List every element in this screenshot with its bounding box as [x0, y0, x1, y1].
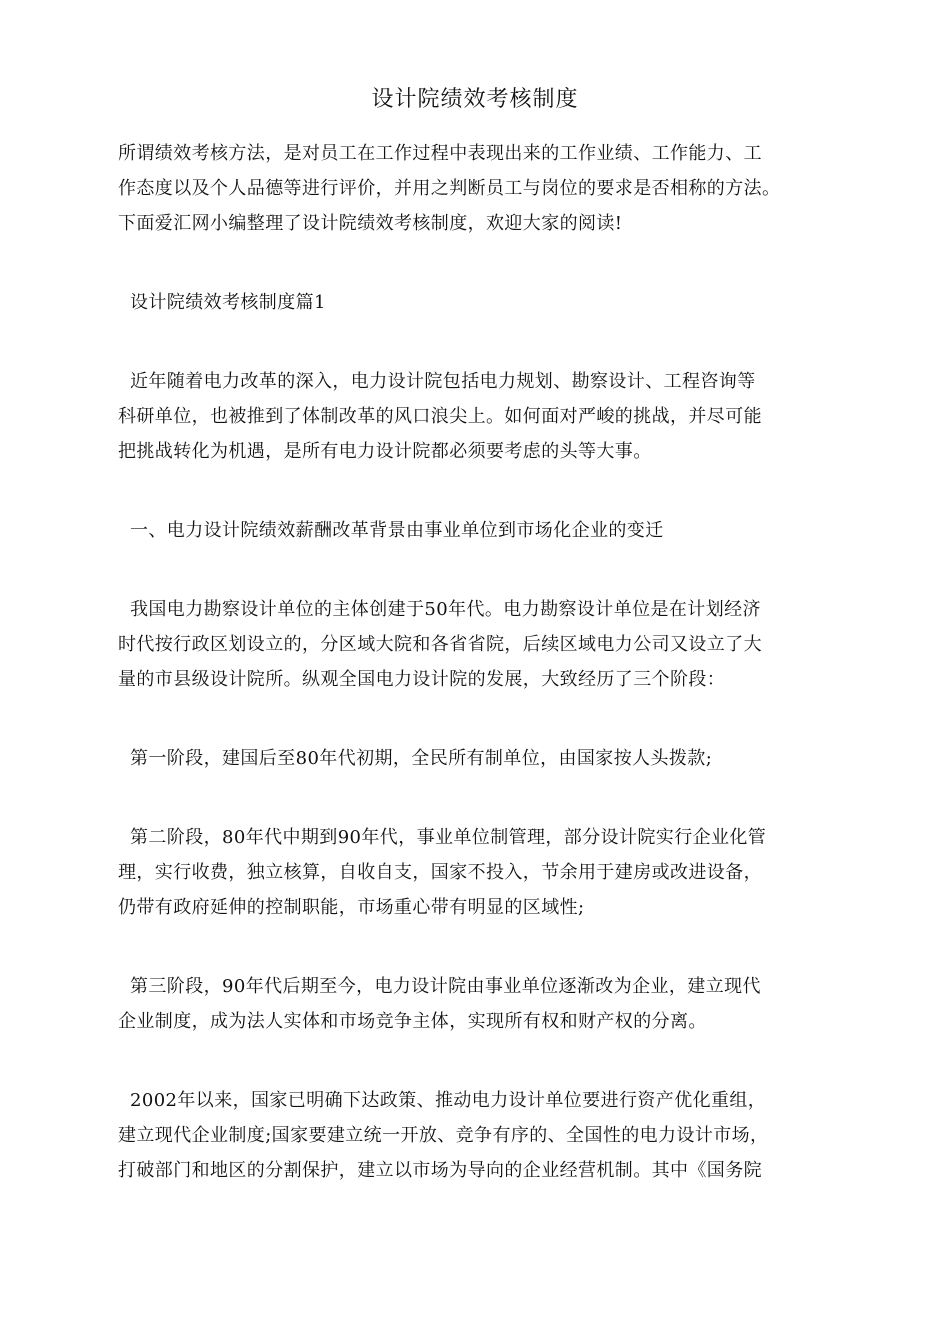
text-line: 仍带有政府延伸的控制职能，市场重心带有明显的区域性; [118, 897, 585, 918]
text-line: 时代按行政区划设立的，分区域大院和各省省院，后续区域电力公司又设立了大 [118, 634, 762, 655]
text-line: 我国电力勘察设计单位的主体创建于50年代。电力勘察设计单位是在计划经济 [130, 599, 761, 620]
document-body [118, 136, 838, 1188]
text-line: 第三阶段，90年代后期至今，电力设计院由事业单位逐渐改为企业，建立现代 [130, 976, 761, 997]
stage-2-paragraph [118, 820, 838, 925]
text-line: 量的市县级设计院所。纵观全国电力设计院的发展，大致经历了三个阶段： [118, 669, 726, 690]
intro-paragraph [118, 136, 838, 241]
subheading-text: 一、电力设计院绩效薪酬改革背景由事业单位到市场化企业的变迁 [130, 520, 664, 541]
paragraph-3 [118, 1083, 838, 1188]
text-line: 建立现代企业制度;国家要建立统一开放、竞争有序的、全国性的电力设计市场， [118, 1125, 769, 1146]
text-line: 企业制度，成为法人实体和市场竞争主体，实现所有权和财产权的分离。 [118, 1011, 707, 1032]
text-line: 科研单位，也被推到了体制改革的风口浪尖上。如何面对严峻的挑战，并尽可能 [118, 406, 762, 427]
text-line: 把挑战转化为机遇，是所有电力设计院都必须要考虑的头等大事。 [118, 441, 652, 462]
text-line: 近年随着电力改革的深入，电力设计院包括电力规划、勘察设计、工程咨询等 [130, 371, 756, 392]
text-line: 下面爱汇网小编整理了设计院绩效考核制度，欢迎大家的阅读! [118, 213, 623, 234]
text-line: 打破部门和地区的分割保护，建立以市场为导向的企业经营机制。其中《国务院 [118, 1160, 762, 1181]
text-line: 理，实行收费，独立核算，自收自支，国家不投入，节余用于建房或改进设备， [118, 862, 762, 883]
text-line: 作态度以及个人品德等进行评价，并用之判断员工与岗位的要求是否相称的方法。 [118, 178, 781, 199]
text-line: 第一阶段，建国后至80年代初期，全民所有制单位，由国家按人头拨款; [130, 748, 713, 769]
subheading-1 [118, 513, 838, 548]
paragraph-1 [118, 364, 838, 469]
stage-1-paragraph [118, 741, 838, 776]
stage-3-paragraph [118, 969, 838, 1039]
paragraph-2 [118, 592, 838, 697]
text-line: 所谓绩效考核方法，是对员工在工作过程中表现出来的工作业绩、工作能力、工 [118, 143, 762, 164]
section-heading [118, 285, 838, 320]
text-line: 第二阶段，80年代中期到90年代，事业单位制管理，部分设计院实行企业化管 [130, 827, 767, 848]
text-line: 2002年以来，国家已明确下达政策、推动电力设计单位要进行资产优化重组， [130, 1090, 767, 1111]
section-heading-text: 设计院绩效考核制度篇1 [130, 292, 326, 313]
document-title: 设计院绩效考核制度 [371, 87, 579, 112]
